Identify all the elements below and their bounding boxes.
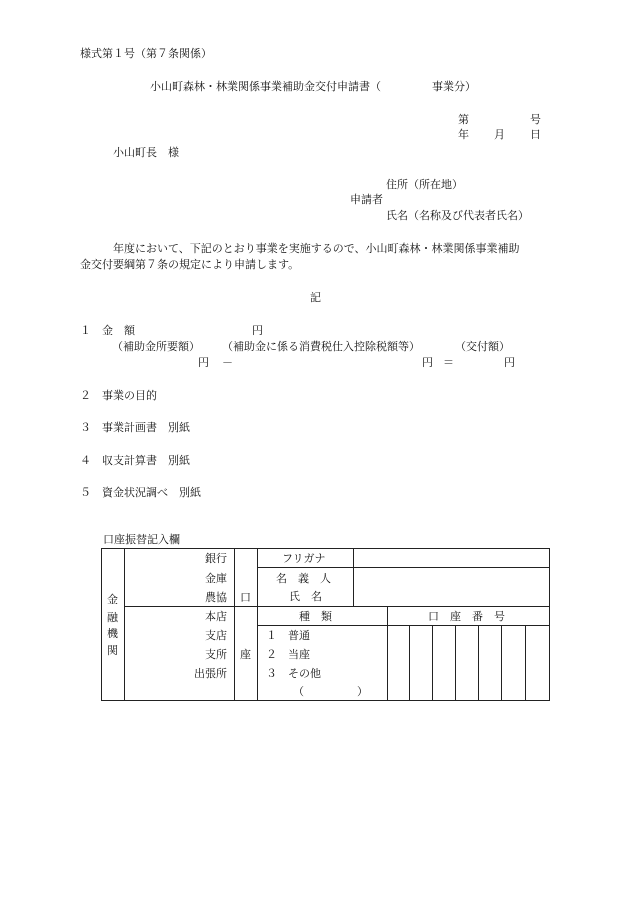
- furigana-label: フリガナ: [282, 552, 326, 565]
- branch-shisho: 支所: [205, 648, 227, 661]
- branch-shuchosho: 出張所: [194, 667, 227, 680]
- item5: ５ 資金状況調べ 別紙: [80, 486, 201, 499]
- body-paragraph-line2: 金交付要綱第７条の規定により申請します。: [80, 258, 300, 271]
- other-paren-close: ）: [357, 685, 368, 698]
- name-label: 氏名（名称及び代表者氏名）: [386, 209, 529, 222]
- inst-bank: 銀行: [205, 552, 227, 565]
- account-digit-cell[interactable]: [433, 626, 455, 700]
- account-digit-cell[interactable]: [502, 626, 525, 700]
- yen-grant: 円: [504, 356, 515, 369]
- title-left: 小山町森林・林業関係事業補助金交付申請書（: [150, 80, 381, 93]
- date-month: 月: [494, 128, 505, 141]
- yen-tax: 円: [422, 356, 433, 369]
- item3: ３ 事業計画書 別紙: [80, 421, 190, 434]
- branch-honten: 本店: [205, 610, 227, 623]
- item2: ２ 事業の目的: [80, 389, 157, 402]
- title-right: 事業分）: [432, 80, 476, 93]
- date-day: 日: [530, 128, 541, 141]
- account-digit-cell[interactable]: [388, 626, 409, 700]
- meigi-label: 名 義 人: [276, 572, 331, 585]
- kinyu-char-4: 関: [107, 644, 118, 657]
- kouza-char-2: 座: [240, 648, 251, 661]
- date-year: 年: [458, 128, 469, 141]
- yen-required: 円: [198, 356, 209, 369]
- inst-nokyo: 農協: [205, 591, 227, 604]
- furigana-input[interactable]: [354, 549, 549, 567]
- addressee: 小山町長 様: [113, 146, 179, 159]
- meigi-input[interactable]: [354, 568, 549, 606]
- doc-no-suffix: 号: [530, 113, 541, 126]
- account-digit-cell[interactable]: [456, 626, 478, 700]
- kouza-char-1: 口: [240, 591, 251, 604]
- kouza-bango-header: 口 座 番 号: [428, 610, 505, 623]
- kinyu-char-1: 金: [107, 593, 118, 606]
- address-label: 住所（所在地）: [386, 178, 463, 191]
- inst-kinko: 金庫: [205, 572, 227, 585]
- doc-no-prefix: 第: [458, 113, 469, 126]
- item1-label: 金 額: [102, 324, 135, 337]
- other-paren-open: （: [293, 685, 304, 698]
- account-digit-cell[interactable]: [479, 626, 501, 700]
- shurui-header: 種 類: [299, 610, 332, 623]
- kinyu-char-2: 融: [107, 611, 118, 624]
- branch-shiten: 支店: [205, 629, 227, 642]
- type-toza[interactable]: ２ 当座: [266, 648, 310, 661]
- body-paragraph-line1: 年度において、下記のとおり事業を実施するので、小山町森林・林業関係事業補助: [113, 242, 520, 255]
- sub-tax: （補助金に係る消費税仕入控除税額等）: [222, 340, 420, 353]
- shimei-label: 氏 名: [289, 590, 322, 603]
- account-heading: 口座振替記入欄: [103, 533, 180, 546]
- form-number: 様式第１号（第７条関係）: [80, 47, 212, 60]
- sub-required: （補助金所要額）: [112, 340, 200, 353]
- item1-number: １: [80, 324, 91, 337]
- ki-heading: 記: [310, 291, 321, 304]
- item4: ４ 収支計算書 別紙: [80, 454, 190, 467]
- type-other[interactable]: ３ その他: [266, 667, 321, 680]
- item1-yen: 円: [252, 324, 263, 337]
- kinyu-char-3: 機: [107, 627, 118, 640]
- account-digit-cell[interactable]: [526, 626, 549, 700]
- minus-sign: －: [222, 356, 233, 369]
- type-futsu[interactable]: １ 普通: [266, 629, 310, 642]
- equals-sign: ＝: [443, 356, 454, 369]
- account-digit-cell[interactable]: [410, 626, 432, 700]
- applicant-label: 申請者: [350, 193, 383, 206]
- sub-grant: （交付額）: [455, 340, 510, 353]
